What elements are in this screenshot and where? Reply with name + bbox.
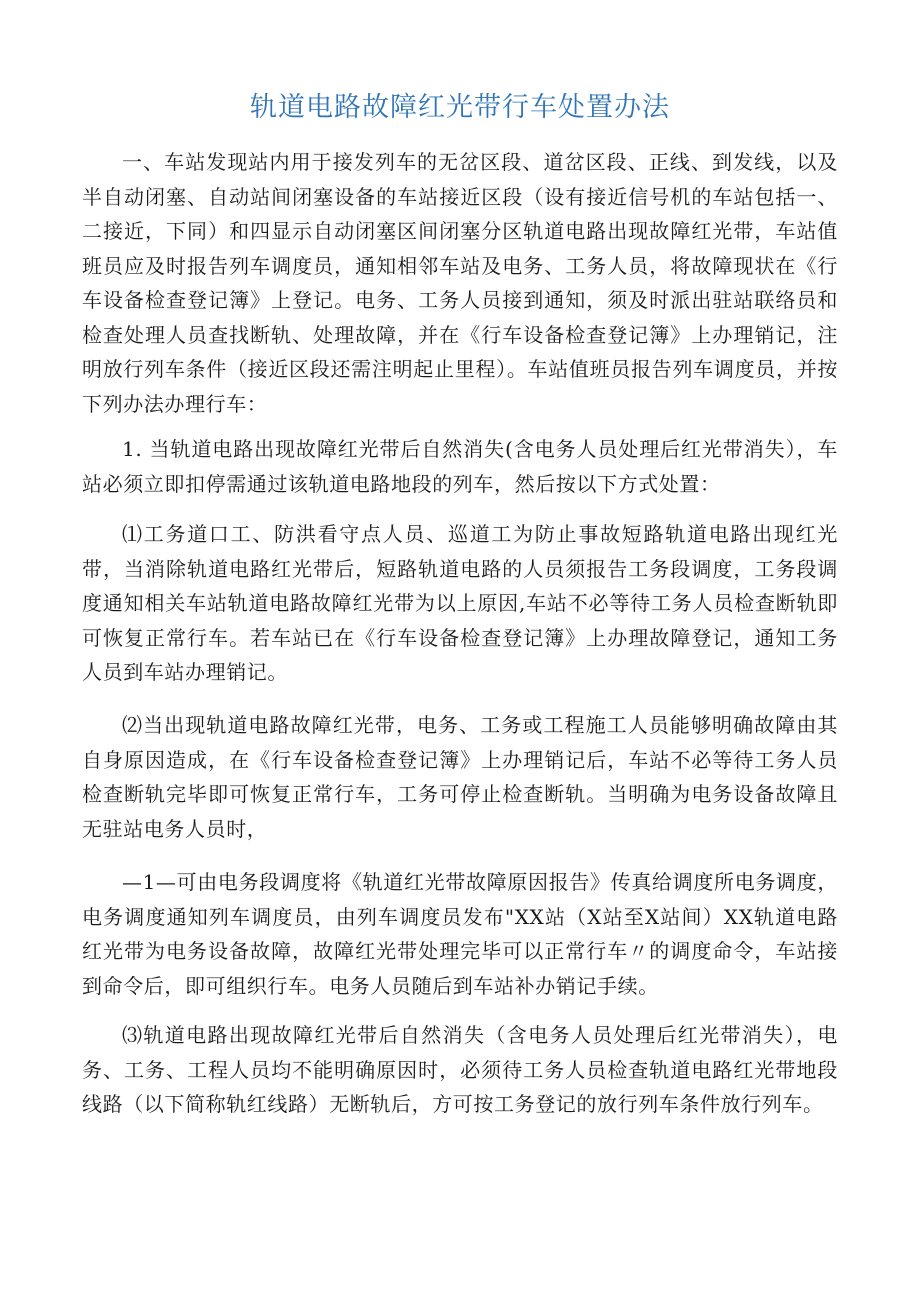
paragraph-5: —1—可由电务段调度将《轨道红光带故障原因报告》传真给调度所电务调度，电务调度通知列车调度员，由列车调度员发布"XX站（X站至X站间）XX轨道电路红光带为电务设备故障，故障红光带处理完毕可以正常行车〃的调度命令，车站接到命令后，即可组织行车。电务人员随后到车站补办销记手续。 [82, 870, 838, 998]
paragraph-6: ⑶轨道电路出现故障红光带后自然消失（含电务人员处理后红光带消失），电务、工务、工程人员均不能明确原因时，必须待工务人员检查轨道电路红光带地段线路（以下简称轨红线路）无断轨后，方可按工务登记的放行列车条件放行列车。 [82, 1023, 838, 1116]
paragraph-1: 一、车站发现站内用于接发列车的无岔区段、道岔区段、正线、到发线，以及半自动闭塞、自动站间闭塞设备的车站接近区段（设有接近信号机的车站包括一、二接近，下同）和四显示自动闭塞区间闭塞分区轨道电路出现故障红光带，车站值班员应及时报告列车调度员，通知相邻车站及电务、工务人员，将故障现状在《行车设备检查登记簿》上登记。电务、工务人员接到通知，须及时派出驻站联络员和检查处理人员查找断轨、处理故障，并在《行车设备检查登记簿》上办理销记，注明放行列车条件（接近区段还需注明起止里程）。车站值班员报告列车调度员，并按下列办法办理行车： [82, 150, 838, 416]
paragraph-4: ⑵当出现轨道电路故障红光带，电务、工务或工程施工人员能够明确故障由其自身原因造成，在《行车设备检查登记簿》上办理销记后，车站不必等待工务人员检查断轨完毕即可恢复正常行车，工务可停止检查断轨。当明确为电务设备故障且无驻站电务人员时， [82, 713, 838, 841]
paragraph-2: 1. 当轨道电路出现故障红光带后自然消失(含电务人员处理后红光带消失），车站必须立即扣停需通过该轨道电路地段的列车，然后按以下方式处置： [82, 437, 838, 496]
document-title: 轨道电路故障红光带行车处置办法 [250, 92, 670, 123]
paragraph-3: ⑴工务道口工、防洪看守点人员、巡道工为防止事故短路轨道电路出现红光带，当消除轨道电路红光带后，短路轨道电路的人员须报告工务段调度，工务段调度通知相关车站轨道电路故障红光带为以上原因,车站不必等待工务人员检查断轨即可恢复正常行车。若车站已在《行车设备检查登记簿》上办理故障登记，通知工务人员到车站办理销记。 [82, 522, 838, 684]
